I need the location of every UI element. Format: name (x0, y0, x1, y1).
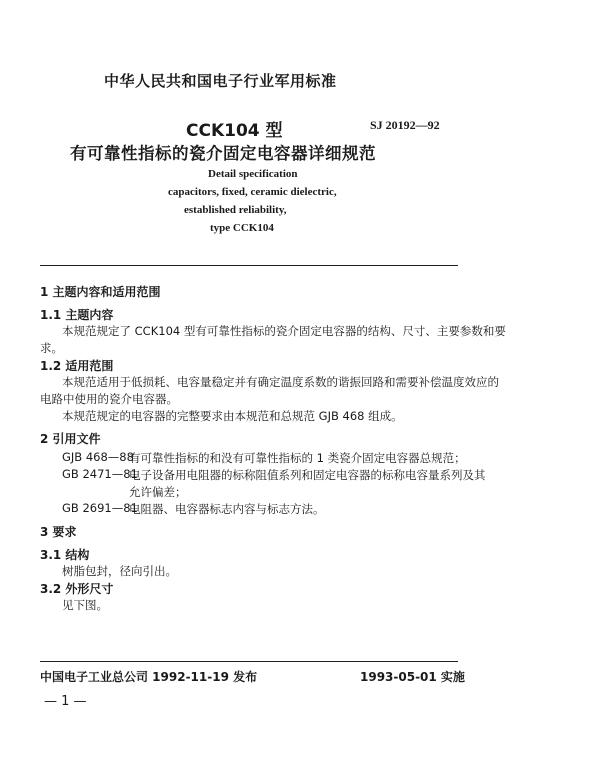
section-1-2-text-line-1: 本规范适用于低损耗、电容量稳定并有确定温度系数的谐振回路和需要补偿温度效应的 (62, 375, 499, 389)
top-rule (40, 265, 458, 266)
section-3-heading: 3 要求 (40, 525, 77, 539)
section-3-1-heading: 3.1 结构 (40, 548, 90, 562)
reference-text: 电子设备用电阻器的标称阻值系列和固定电容器的标称电容量系列及其 (129, 468, 486, 482)
publisher-date: 中国电子工业总公司 1992-11-19 发布 (40, 670, 258, 684)
english-title-line-3: established reliability, (184, 204, 287, 216)
title-line-1: CCK104 型 (186, 121, 283, 141)
section-1-2-text-line-3: 本规范规定的电容器的完整要求由本规范和总规范 GJB 468 组成。 (62, 409, 403, 423)
section-3-2-heading: 3.2 外形尺寸 (40, 582, 114, 596)
standard-name: 中华人民共和国电子行业军用标准 (104, 72, 337, 90)
section-1-1-heading: 1.1 主题内容 (40, 308, 114, 322)
section-3-2-text: 见下图。 (62, 598, 108, 612)
section-1-1-text-line-2: 求。 (40, 341, 63, 355)
bottom-rule (40, 661, 458, 662)
english-title-line-1: Detail specification (208, 168, 298, 180)
section-3-1-text: 树脂包封，径向引出。 (62, 564, 177, 578)
reference-code: GB 2691—81 (62, 501, 138, 515)
reference-text: 电阻器、电容器标志内容与标志方法。 (129, 502, 325, 516)
section-1-1-text-line-1: 本规范规定了 CCK104 型有可靠性指标的瓷介固定电容器的结构、尺寸、主要参数和要 (62, 324, 506, 338)
reference-text: 有可靠性指标的和没有可靠性指标的 1 类瓷介固定电容器总规范； (129, 451, 466, 465)
reference-code: GB 2471—81 (62, 467, 138, 481)
section-2-heading: 2 引用文件 (40, 432, 101, 446)
effective-date: 1993-05-01 实施 (360, 670, 465, 684)
title-line-2: 有可靠性指标的瓷介固定电容器详细规范 (70, 144, 376, 163)
reference-text: 允许偏差； (129, 485, 187, 499)
section-1-2-text-line-2: 电路中使用的瓷介电容器。 (40, 392, 178, 406)
section-1-heading: 1 主题内容和适用范围 (40, 285, 161, 299)
reference-code: GJB 468—88 (62, 450, 134, 464)
standard-code: SJ 20192—92 (370, 118, 440, 132)
english-title-line-4: type CCK104 (210, 222, 274, 234)
section-1-2-heading: 1.2 适用范围 (40, 359, 114, 373)
english-title-line-2: capacitors, fixed, ceramic dielectric, (168, 186, 337, 198)
page-number: — 1 — (44, 694, 87, 709)
